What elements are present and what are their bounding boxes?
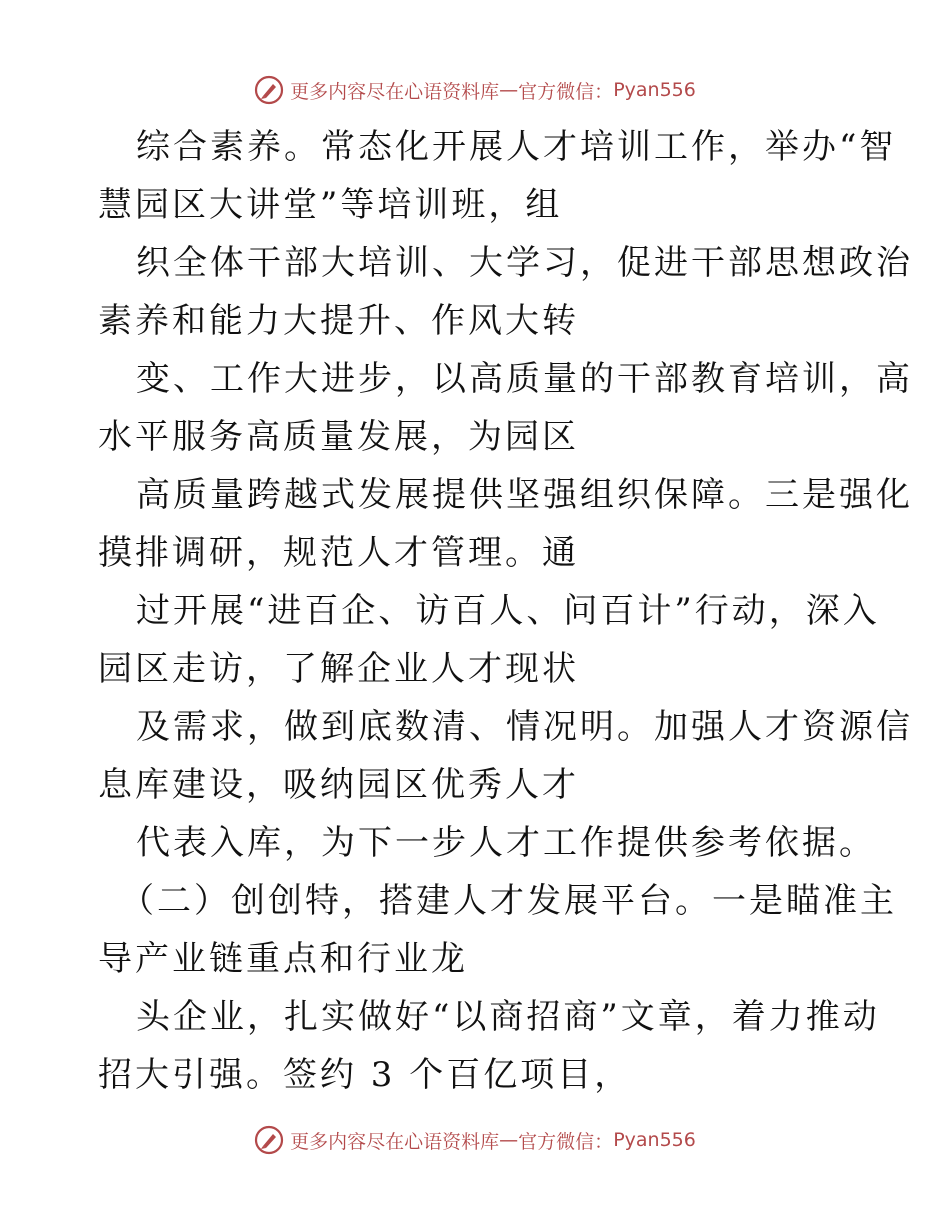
text-line: 园区走访，了解企业人才现状 — [98, 649, 579, 689]
text-line: （二）创创特，搭建人才发展平台。一是瞄准主 — [120, 881, 897, 921]
text-line: 素养和能力大提升、作风大转 — [98, 301, 579, 341]
text-line: 摸排调研，规范人才管理。通 — [98, 533, 579, 573]
text-line: 织全体干部大培训、大学习，促进干部思想政治 — [136, 243, 913, 283]
text-line: 综合素养。常态化开展人才培训工作，举办“智 — [136, 127, 897, 167]
banner-wechat-label: 官方微信： — [518, 1130, 614, 1153]
text-line: 息库建设，吸纳园区优秀人才 — [98, 765, 579, 805]
banner-wechat-label: 官方微信： — [518, 80, 614, 103]
text-line: 导产业链重点和行业龙 — [98, 939, 468, 979]
banner-wechat-id: Pyan556 — [613, 1129, 696, 1151]
pen-logo-icon — [254, 1125, 284, 1155]
text-line: 水平服务高质量发展，为园区 — [98, 417, 579, 457]
text-line: 及需求，做到底数清、情况明。加强人才资源信 — [136, 707, 913, 747]
banner-wechat-id: Pyan556 — [613, 79, 696, 101]
text-line: 招大引强。签约 3 个百亿项目， — [98, 1055, 632, 1095]
text-line: 头企业，扎实做好“以商招商”文章，着力推动 — [136, 997, 880, 1037]
banner-text: 更多内容尽在心语资料库 — [290, 80, 500, 103]
banner-text: 更多内容尽在心语资料库 — [290, 1130, 500, 1153]
header-banner — [0, 70, 950, 110]
footer-banner — [0, 1120, 950, 1160]
text-line: 变、工作大进步，以高质量的干部教育培训，高 — [136, 359, 913, 399]
document-body — [0, 118, 950, 1104]
banner-separator: — — [499, 1129, 519, 1151]
pen-logo-icon — [254, 75, 284, 105]
text-line: 高质量跨越式发展提供坚强组织保障。三是强化 — [136, 475, 913, 515]
text-line: 过开展“进百企、访百人、问百计”行动，深入 — [136, 591, 880, 631]
text-line: 慧园区大讲堂”等培训班，组 — [98, 185, 563, 225]
banner-separator: — — [499, 79, 519, 101]
text-line: 代表入库，为下一步人才工作提供参考依据。 — [136, 823, 876, 863]
